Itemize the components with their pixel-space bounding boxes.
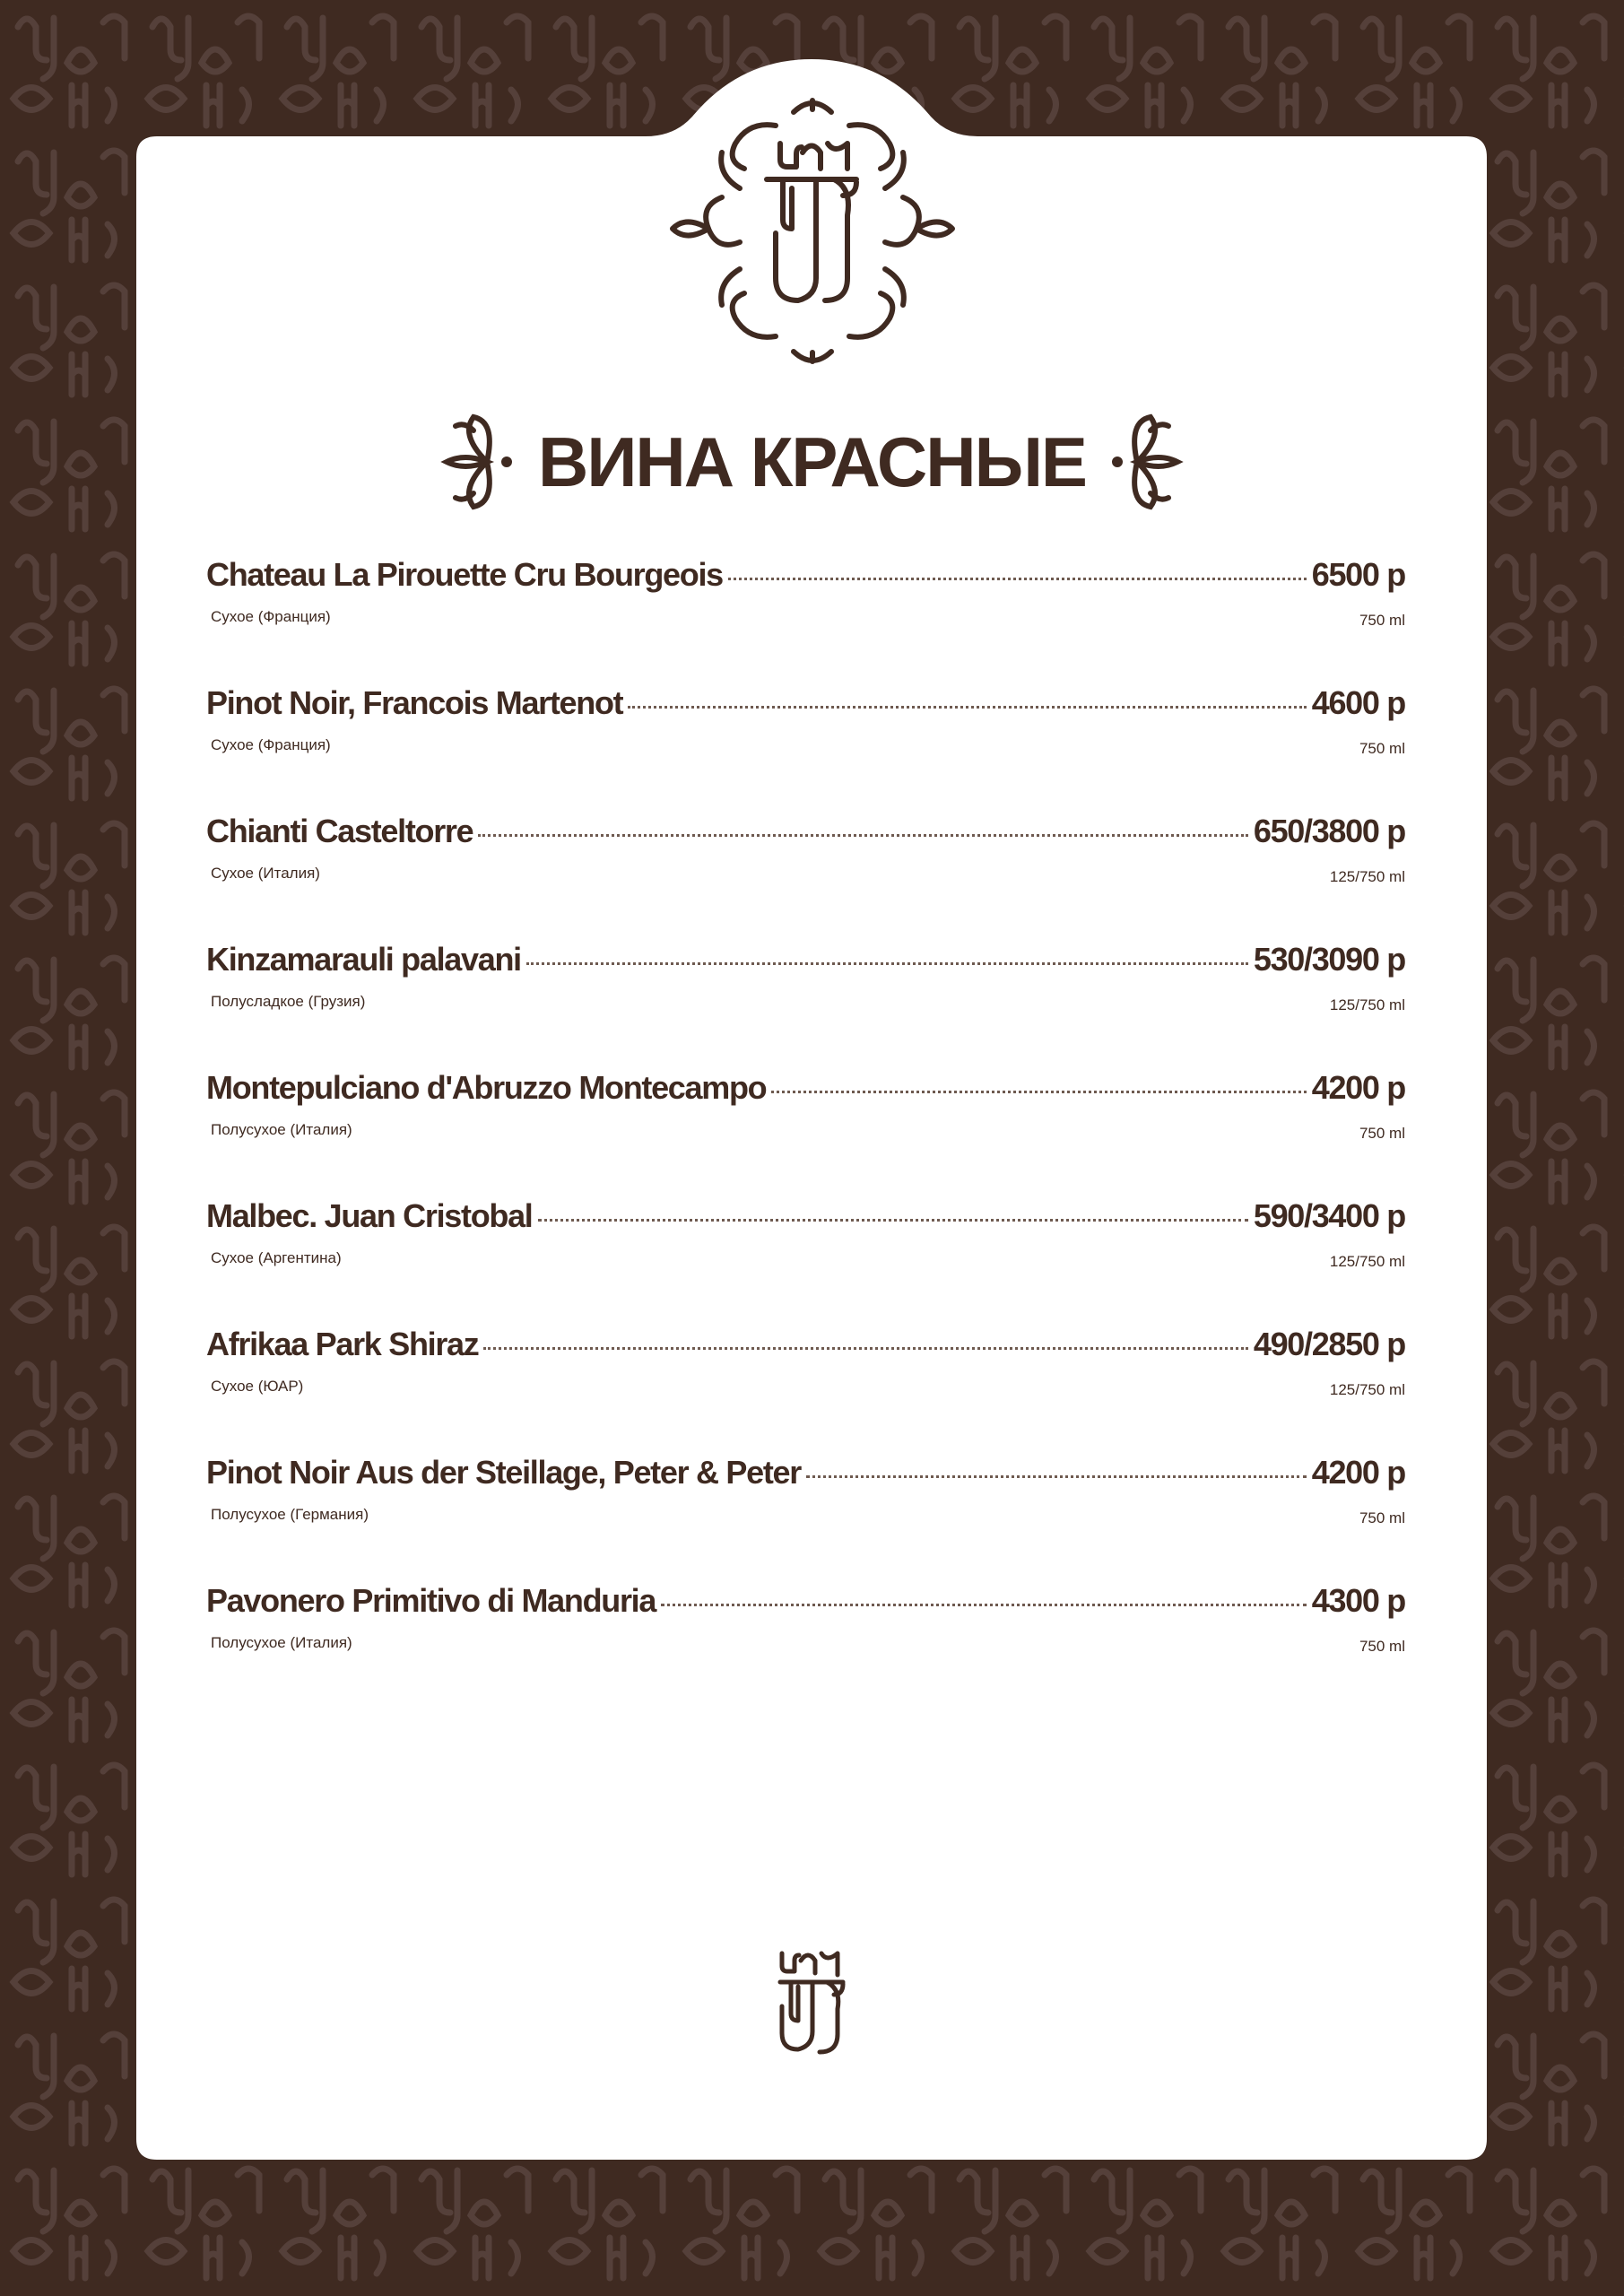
wine-list: [206, 556, 1405, 1710]
wine-description: Сухое (Франция): [211, 608, 331, 625]
wine-name: Malbec. Juan Cristobal: [206, 1197, 533, 1234]
flourish-right-icon: [1106, 413, 1191, 511]
wine-item: [206, 556, 1405, 684]
menu-title: ВИНА КРАСНЫЕ: [538, 422, 1086, 501]
wine-volume: 750 ml: [1359, 740, 1405, 757]
wine-price: 590/3400 р: [1253, 1197, 1405, 1234]
wine-item: [206, 813, 1405, 941]
wine-item: [206, 1582, 1405, 1710]
menu-title-row: [206, 408, 1418, 516]
dot-leader: [628, 706, 1306, 709]
wine-description: Полусладкое (Грузия): [211, 993, 366, 1010]
wine-description: Полусухое (Германия): [211, 1506, 369, 1523]
wine-name: Afrikaa Park Shiraz: [206, 1326, 479, 1362]
wine-description: Полусухое (Италия): [211, 1121, 352, 1138]
wine-price: 4200 р: [1311, 1454, 1405, 1491]
wine-volume: 125/750 ml: [1329, 996, 1405, 1013]
wine-description: Полусухое (Италия): [211, 1634, 352, 1651]
chai-logo-small: [777, 1948, 847, 2059]
wine-description: Сухое (ЮАР): [211, 1378, 304, 1395]
wine-price: 490/2850 р: [1253, 1326, 1405, 1362]
wine-item: [206, 1069, 1405, 1197]
dot-leader: [661, 1604, 1307, 1606]
dot-leader: [526, 962, 1248, 965]
dot-leader: [806, 1475, 1307, 1478]
wine-item: [206, 1454, 1405, 1582]
dot-leader: [771, 1091, 1306, 1093]
wine-item: [206, 941, 1405, 1069]
wine-volume: 125/750 ml: [1329, 1253, 1405, 1270]
wine-description: Сухое (Аргентина): [211, 1249, 342, 1266]
chai-logo-emblem: [668, 90, 957, 372]
wine-volume: 750 ml: [1359, 1125, 1405, 1142]
wine-name: Kinzamarauli palavani: [206, 941, 521, 978]
wine-name: Montepulciano d'Abruzzo Montecampo: [206, 1069, 767, 1106]
wine-name: Pinot Noir Aus der Steillage, Peter & Peter: [206, 1454, 801, 1491]
wine-price: 4300 р: [1311, 1582, 1405, 1619]
dot-leader: [728, 578, 1307, 580]
wine-item: [206, 684, 1405, 813]
wine-price: 650/3800 р: [1253, 813, 1405, 849]
wine-price: 6500 р: [1311, 556, 1405, 593]
wine-name: Chianti Casteltorre: [206, 813, 473, 849]
wine-description: Сухое (Франция): [211, 736, 331, 753]
flourish-left-icon: [433, 413, 518, 511]
wine-item: [206, 1326, 1405, 1454]
wine-name: Pinot Noir, Francois Martenot: [206, 684, 623, 721]
wine-item: [206, 1197, 1405, 1326]
wine-volume: 125/750 ml: [1329, 868, 1405, 885]
wine-price: 4600 р: [1311, 684, 1405, 721]
wine-price: 530/3090 р: [1253, 941, 1405, 978]
wine-volume: 750 ml: [1359, 1638, 1405, 1655]
wine-volume: 750 ml: [1359, 612, 1405, 629]
dot-leader: [478, 834, 1247, 837]
dot-leader: [538, 1219, 1248, 1222]
wine-description: Сухое (Италия): [211, 865, 320, 882]
wine-volume: 125/750 ml: [1329, 1381, 1405, 1398]
dot-leader: [483, 1347, 1247, 1350]
wine-name: Pavonero Primitivo di Manduria: [206, 1582, 656, 1619]
wine-name: Chateau La Pirouette Cru Bourgeois: [206, 556, 723, 593]
wine-price: 4200 р: [1311, 1069, 1405, 1106]
wine-volume: 750 ml: [1359, 1509, 1405, 1526]
